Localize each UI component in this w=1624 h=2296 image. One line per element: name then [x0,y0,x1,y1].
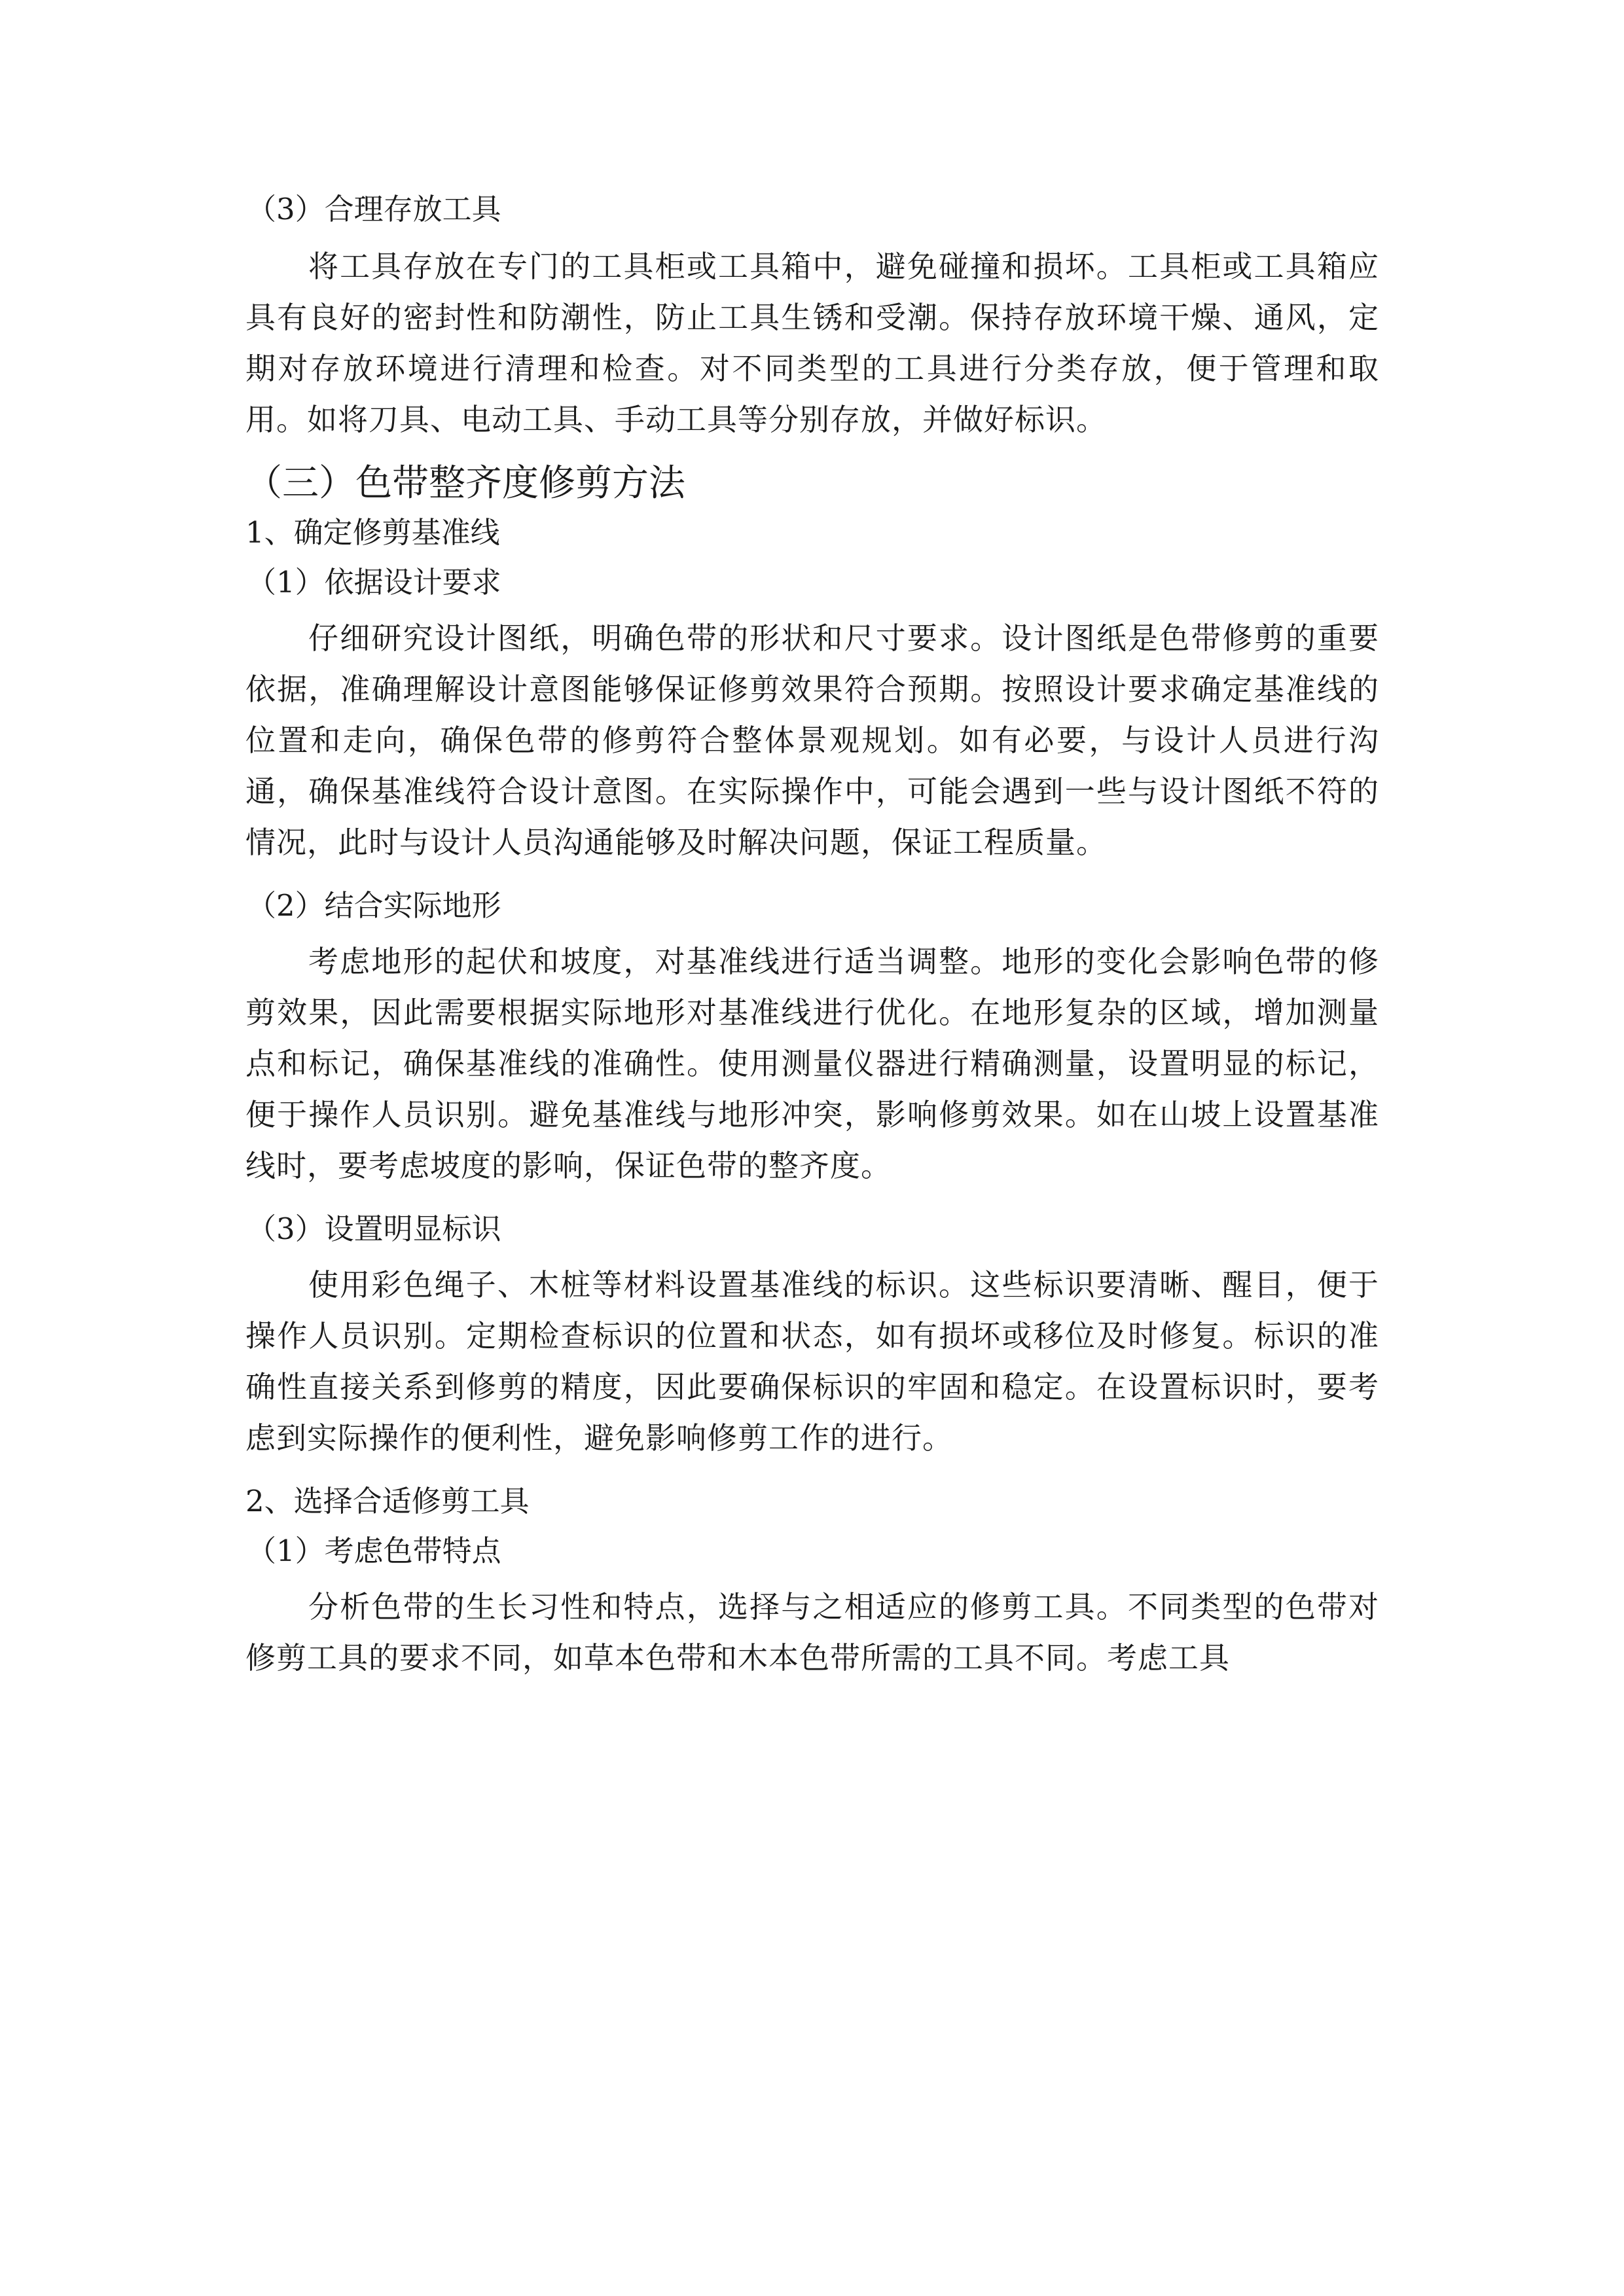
paragraph-band-characteristics: 分析色带的生长习性和特点，选择与之相适应的修剪工具。不同类型的色带对修剪工具的要求不同，如草本色带和木本色带所需的工具不同。考虑工具 [245,1589,1379,1676]
paragraph-terrain: 考虑地形的起伏和坡度，对基准线进行适当调整。地形的变化会影响色带的修剪效果，因此需要根据实际地形对基准线进行优化。在地形复杂的区域，增加测量点和标记，确保基准线的准确性。使用测量仪器进行精确测量，设置明显的标记，便于操作人员识别。避免基准线与地形冲突，影响修剪效果。如在山坡上设置基准线时，要考虑坡度的影响，保证色带的整齐度。 [245,944,1379,1183]
section-title-trimming-methods: （三）色带整齐度修剪方法 [245,462,685,505]
subheading-design-requirements: （1）依据设计要求 [247,565,501,600]
document-body [245,190,1379,1683]
subheading-band-characteristics: （1）考虑色带特点 [247,1534,501,1568]
heading-select-tools: 2、选择合适修剪工具 [245,1484,530,1518]
subheading-store-tools: （3）合理存放工具 [247,192,501,226]
paragraph-store-tools: 将工具存放在专门的工具柜或工具箱中，避免碰撞和损坏。工具柜或工具箱应具有良好的密封性和防潮性，防止工具生锈和受潮。保持存放环境干燥、通风，定期对存放环境进行清理和检查。对不同类型的工具进行分类存放，便于管理和取用。如将刀具、电动工具、手动工具等分别存放，并做好标识。 [245,249,1379,437]
paragraph-design-requirements: 仔细研究设计图纸，明确色带的形状和尺寸要求。设计图纸是色带修剪的重要依据，准确理解设计意图能够保证修剪效果符合预期。按照设计要求确定基准线的位置和走向，确保色带的修剪符合整体景观规划。如有必要，与设计人员进行沟通，确保基准线符合设计意图。在实际操作中，可能会遇到一些与设计图纸不符的情况，此时与设计人员沟通能够及时解决问题，保证工程质量。 [245,620,1379,860]
heading-baseline: 1、确定修剪基准线 [245,515,500,550]
subheading-markers: （3）设置明显标识 [247,1211,501,1246]
subheading-terrain: （2）结合实际地形 [247,888,501,923]
paragraph-markers: 使用彩色绳子、木桩等材料设置基准线的标识。这些标识要清晰、醒目，便于操作人员识别。定期检查标识的位置和状态，如有损坏或移位及时修复。标识的准确性直接关系到修剪的精度，因此要确保标识的牢固和稳定。在设置标识时，要考虑到实际操作的便利性，避免影响修剪工作的进行。 [245,1267,1379,1456]
